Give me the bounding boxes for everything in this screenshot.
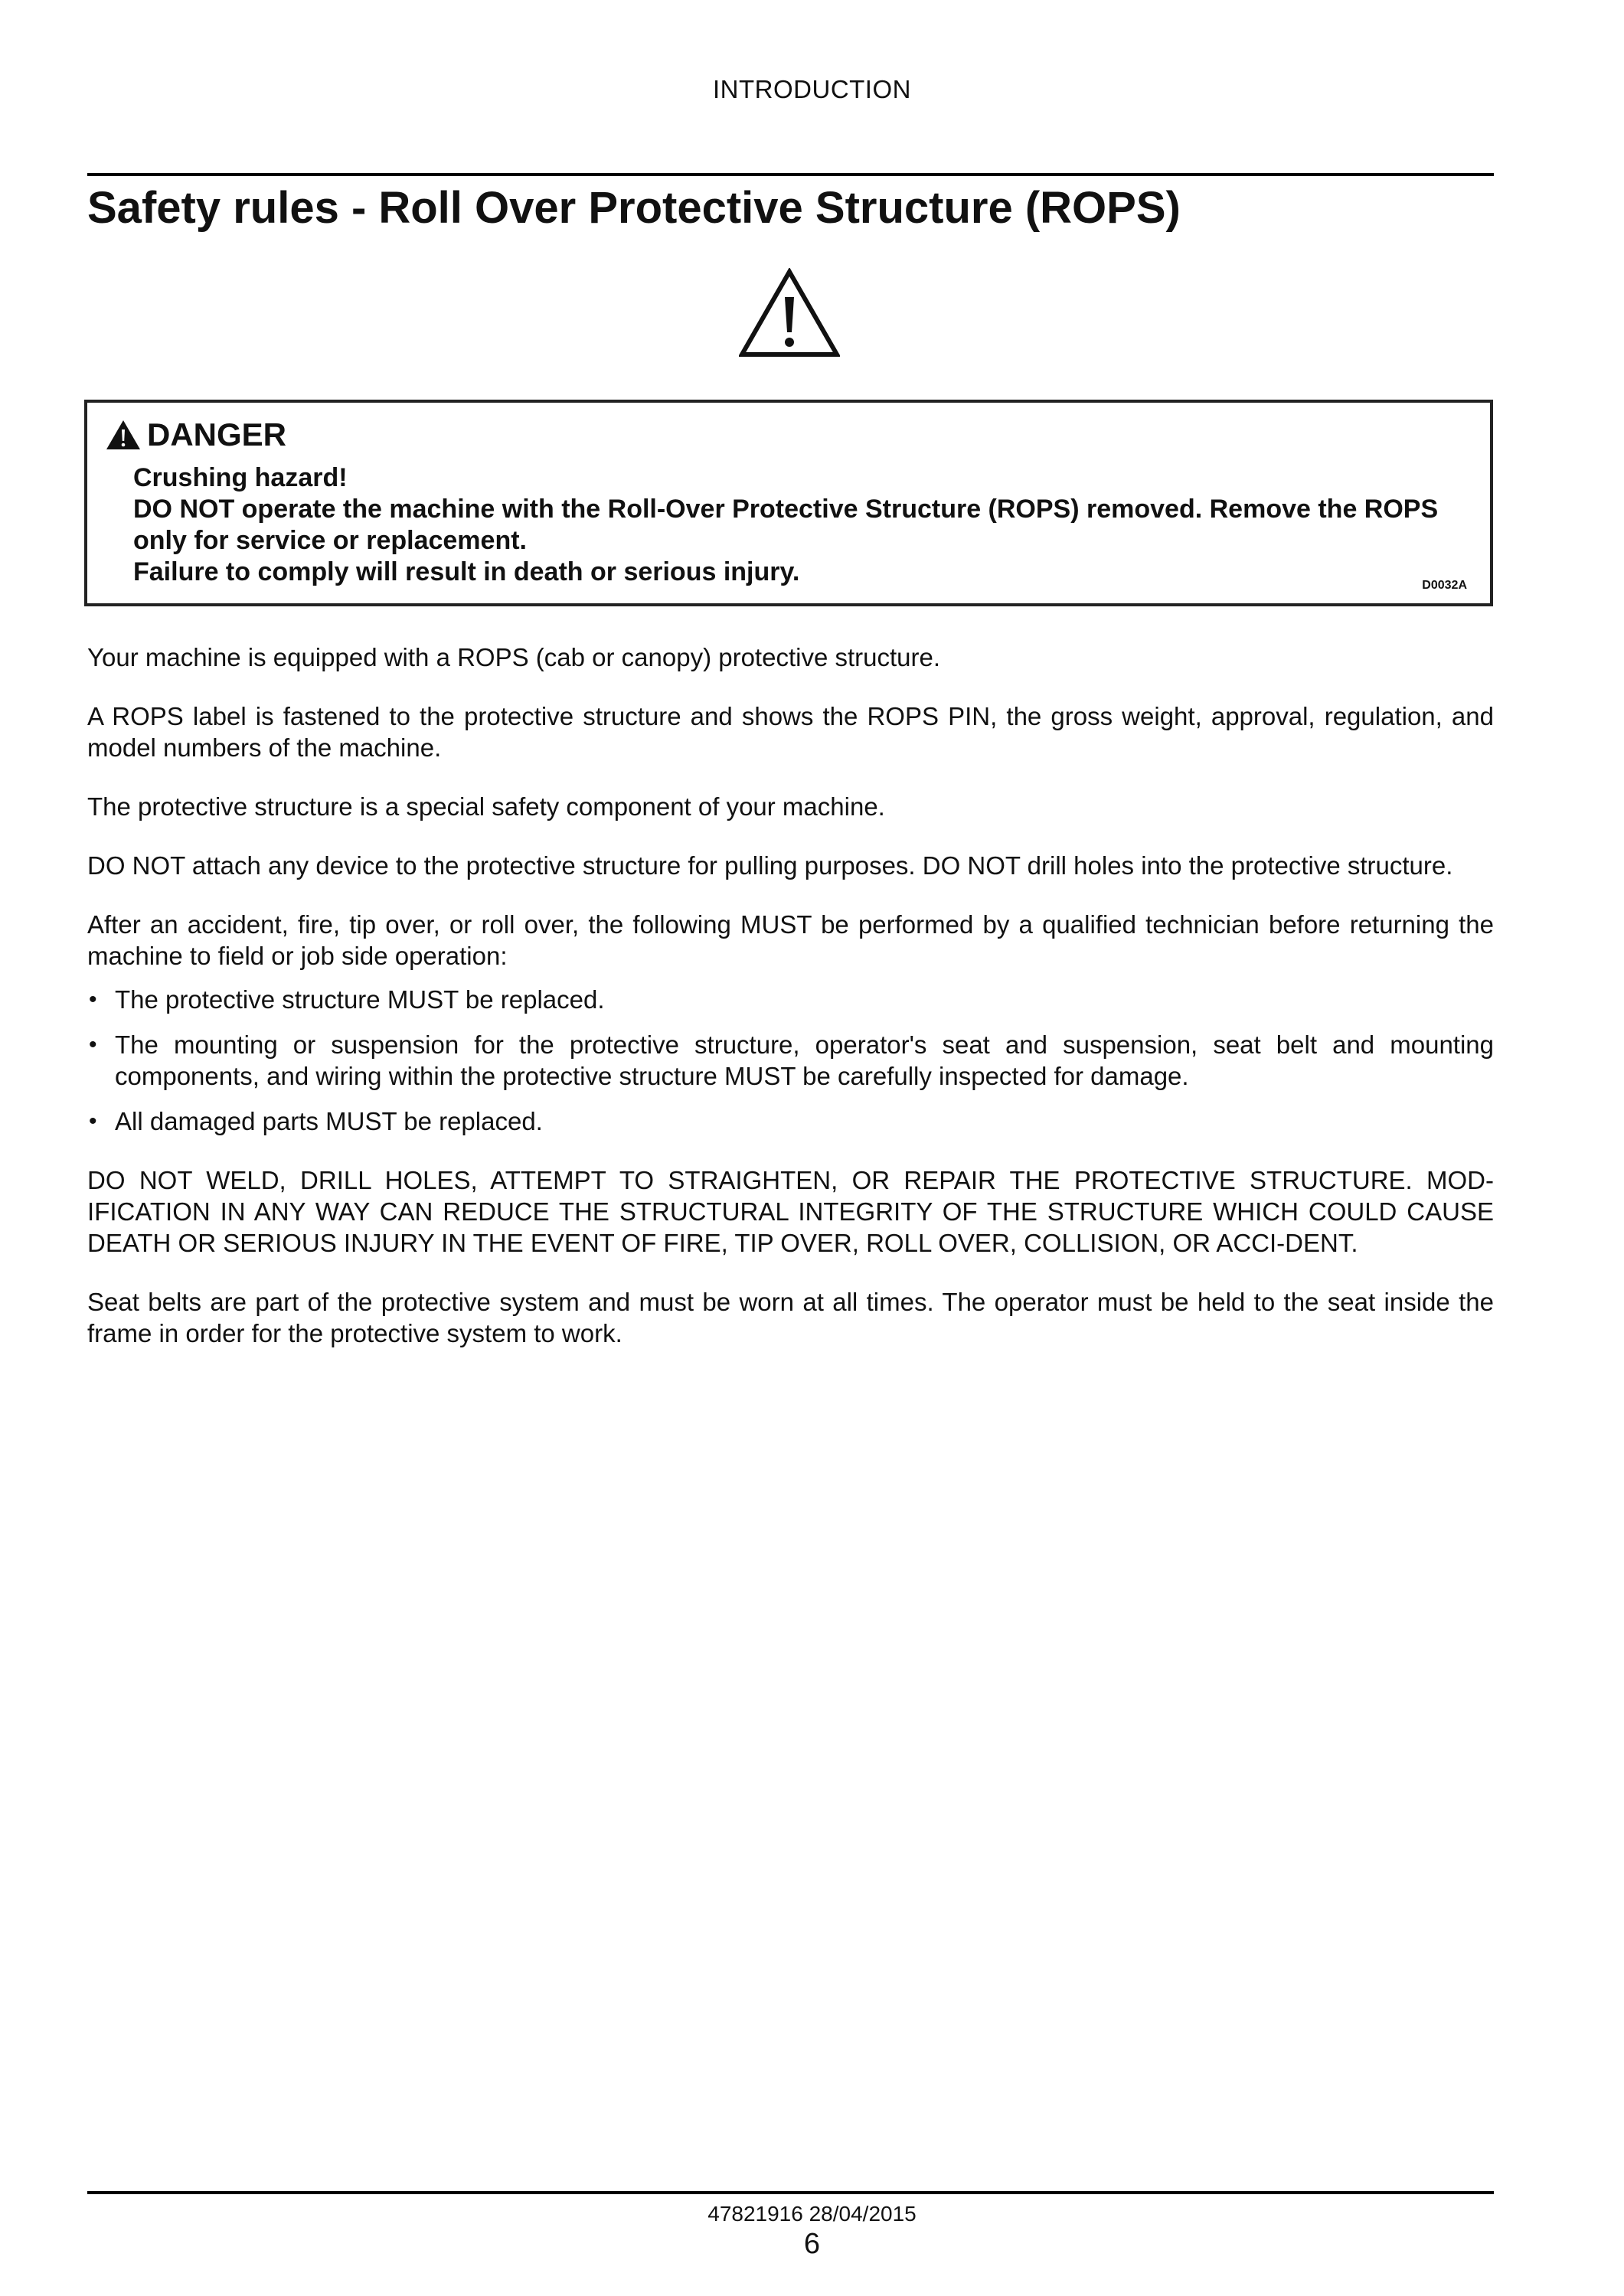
header-divider [87,173,1494,176]
running-header: INTRODUCTION [713,75,911,103]
bullet-icon: • [89,1109,97,1134]
paragraph: DO NOT attach any device to the protective structure for pulling purposes. DO NOT drill holes into the protective structure. [87,851,1453,880]
bullet-list [87,984,1494,1137]
list-item-text: The mounting or suspension for the protective structure, operator's seat and suspension, seat belt and mounting components, and wiring within the protective structure MUST be carefully inspected for damage. [115,1030,1494,1090]
danger-message [133,462,1466,588]
bullet-icon: • [89,987,97,1012]
list-item [87,984,1494,1015]
paragraph: After an accident, fire, tip over, or roll over, the following MUST be performed by a qualified technician before returning the machine to field or job side operation: [87,910,1494,970]
list-item [87,1106,1494,1137]
danger-label: DANGER [147,416,287,452]
danger-code: D0032A [1422,579,1467,592]
list-item-text: The protective structure MUST be replaced. [115,985,605,1014]
paragraph: A ROPS label is fastened to the protective structure and shows the ROPS PIN, the gross weight, approval, regulation, and model numbers of the machine. [87,702,1494,762]
footer-document-reference: 47821916 28/04/2015 [707,2202,917,2226]
footer-divider [87,2191,1494,2194]
body-content [87,642,1494,1377]
bullet-icon: • [89,1032,97,1057]
paragraph: Seat belts are part of the protective system and must be worn at all times. The operator must be held to the seat inside the frame in order for the protective system to work. [87,1288,1494,1347]
page-number: 6 [803,2228,821,2260]
paragraph: DO NOT WELD, DRILL HOLES, ATTEMPT TO STRAIGHTEN, OR REPAIR THE PROTECTIVE STRUCTURE. MOD-IFICATION IN ANY WAY CAN REDUCE THE STRUCTURAL INTEGRITY OF THE STRUCTURE WHICH COULD CAUSE DEATH OR SERIOUS INJURY IN THE EVENT OF FIRE, TIP OVER, ROLL OVER, COLLISION, OR ACCI-DENT. [87,1166,1494,1257]
danger-line: Crushing hazard! [133,463,348,492]
paragraph: Your machine is equipped with a ROPS (cab or canopy) protective structure. [87,643,941,671]
danger-header [106,413,286,456]
danger-line: DO NOT operate the machine with the Roll-Over Protective Structure (ROPS) removed. Remove the ROPS only for service or replacement. [133,495,1439,555]
warning-triangle-icon [739,268,840,358]
list-item [87,1029,1494,1092]
paragraph: The protective structure is a special safety component of your machine. [87,792,885,821]
danger-notice [84,400,1493,606]
list-item-text: All damaged parts MUST be replaced. [115,1107,543,1135]
page-title: Safety rules - Roll Over Protective Structure (ROPS) [87,183,1181,233]
warning-triangle-icon [106,420,141,450]
danger-line: Failure to comply will result in death or serious injury. [133,557,800,586]
